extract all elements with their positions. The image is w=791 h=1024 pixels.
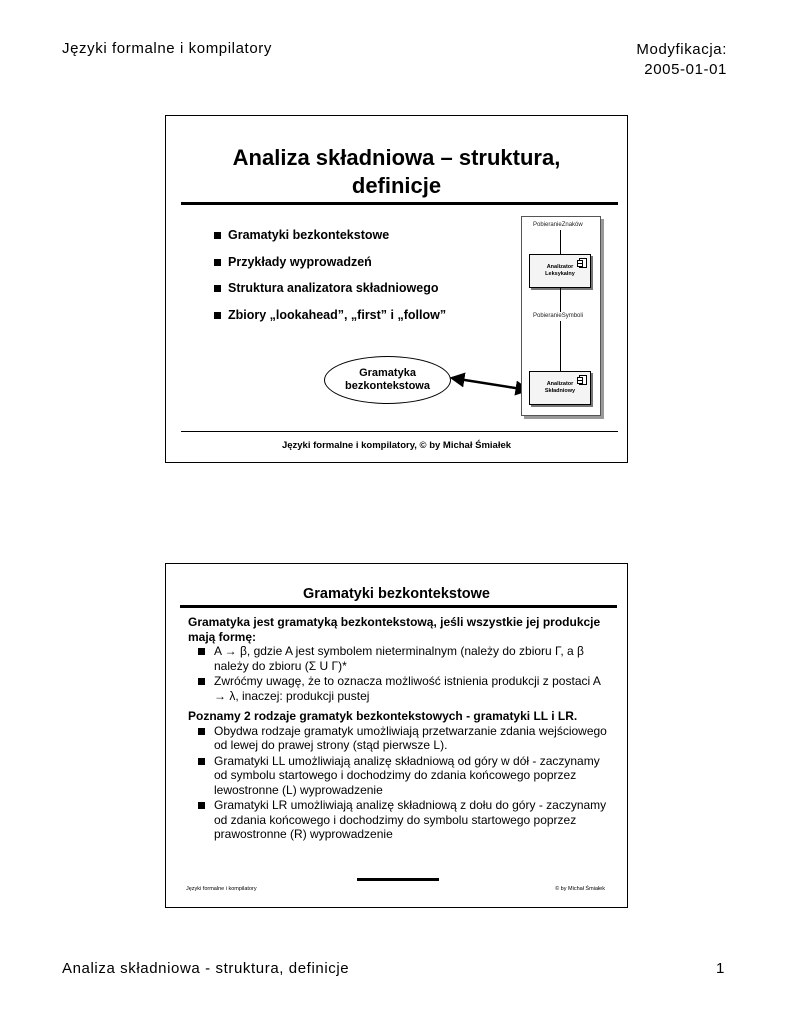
diagram-connector bbox=[560, 230, 561, 254]
grammar-ellipse-line-2: bezkontekstowa bbox=[345, 380, 430, 392]
slide-2-title: Gramatyki bezkontekstowe bbox=[303, 586, 490, 602]
page-footer-title: Analiza składniowa - struktura, definicje bbox=[62, 960, 350, 977]
diagram-label-character-fetch: PobieranieZnaków bbox=[533, 222, 583, 228]
square-bullet-icon bbox=[198, 802, 205, 809]
slide-1-bullet-text: Struktura analizatora składniowego bbox=[228, 281, 439, 295]
slide-2 bbox=[165, 563, 628, 908]
syntax-analyzer-line-2: Składniowy bbox=[544, 388, 576, 394]
square-bullet-icon bbox=[198, 728, 205, 735]
slide-1-footer: Języki formalne i kompilatory, © by Michał Śmiałek bbox=[281, 440, 512, 451]
parser-structure-diagram bbox=[521, 216, 603, 416]
slide-2-bullet-text: A → β, gdzie A jest symbolem nieterminalnym (należy do zbioru Γ, a β należy do zbioru (Σ U Γ)* bbox=[214, 644, 584, 673]
page-number: 1 bbox=[716, 960, 725, 977]
slide-1 bbox=[165, 115, 628, 463]
slide-1-title-line-1: Analiza składniowa – struktura, bbox=[232, 145, 561, 170]
slide-2-bullet-text: Obydwa rodzaje gramatyk umożliwiają przetwarzanie zdania wejściowego od lewej do prawej strony (stąd pierwsze L). bbox=[214, 723, 607, 752]
page-header-title: Języki formalne i kompilatory bbox=[62, 40, 272, 57]
square-bullet-icon bbox=[198, 678, 205, 685]
slide-2-title-rule bbox=[180, 605, 617, 608]
lexical-analyzer-line-1: Analizator bbox=[546, 264, 574, 270]
slide-2-bullet bbox=[198, 674, 613, 703]
modification-date: 2005-01-01 bbox=[644, 61, 727, 78]
lexical-analyzer-component bbox=[529, 254, 591, 288]
modification-label: Modyfikacja: bbox=[636, 41, 727, 58]
slide-1-title-line-2: definicje bbox=[351, 173, 442, 198]
slide-2-bullet-text: Gramatyki LL umożliwiają analizę składniową od góry w dół - zaczynamy od symbolu startowego i dochodzimy do zdania końcowego poprzez lewostronne (L) wyprowadzenie bbox=[214, 753, 600, 797]
slide-1-bullet-text: Gramatyki bezkontekstowe bbox=[228, 228, 390, 242]
diagram-connector bbox=[560, 321, 561, 371]
component-icon bbox=[579, 258, 587, 268]
slide-2-paragraph-1: Gramatyka jest gramatyką bezkontekstową, jeśli wszystkie jej produkcje mają formę: bbox=[188, 615, 601, 644]
slide-2-bullet-text: Gramatyki LR umożliwiają analizę składniową z dołu do góry - zaczynamy od zdania końcowego i dochodzimy do symbolu startowego poprzez prawostronne (R) wyprowadzenie bbox=[214, 798, 607, 841]
slide-2-paragraph-2: Poznamy 2 rodzaje gramatyk bezkontekstowych - gramatyki LL i LR. bbox=[188, 709, 578, 723]
square-bullet-icon bbox=[198, 648, 205, 655]
slide-1-footer-rule bbox=[181, 431, 618, 432]
slide-2-footer-right: © by Michał Śmiałek bbox=[555, 886, 605, 892]
slide-2-bullet-list-1 bbox=[188, 644, 613, 703]
slide-2-body bbox=[188, 615, 613, 845]
square-bullet-icon bbox=[198, 758, 205, 765]
slide-2-bullet bbox=[198, 644, 613, 673]
slide-2-bullet bbox=[198, 724, 613, 753]
diagram-connector bbox=[560, 288, 561, 312]
slide-2-bullet bbox=[198, 798, 613, 842]
slide-2-bullet bbox=[198, 754, 613, 798]
slide-1-bullet-text: Zbiory „lookahead”, „first” i „follow” bbox=[228, 307, 447, 322]
syntax-analyzer-line-1: Analizator bbox=[546, 381, 574, 387]
diagram-label-symbol-fetch: PobieranieSymboli bbox=[533, 313, 584, 319]
slide-2-bullet-list-2 bbox=[188, 724, 613, 842]
component-icon bbox=[579, 375, 587, 385]
slide-2-footer-bar bbox=[357, 878, 439, 881]
slide-2-footer-left: Języki formalne i kompilatory bbox=[186, 886, 257, 892]
slide-1-bullet-text: Przykłady wyprowadzeń bbox=[228, 254, 372, 269]
grammar-ellipse-line-1: Gramatyka bbox=[359, 367, 416, 379]
syntax-analyzer-component bbox=[529, 371, 591, 405]
lexical-analyzer-line-2: Leksykalny bbox=[545, 271, 575, 277]
page-header-modification bbox=[636, 40, 727, 80]
slide-2-bullet-text: Zwróćmy uwagę, że to oznacza możliwość istnienia produkcji z postaci A → λ, inaczej: produkcji pustej bbox=[214, 674, 601, 703]
